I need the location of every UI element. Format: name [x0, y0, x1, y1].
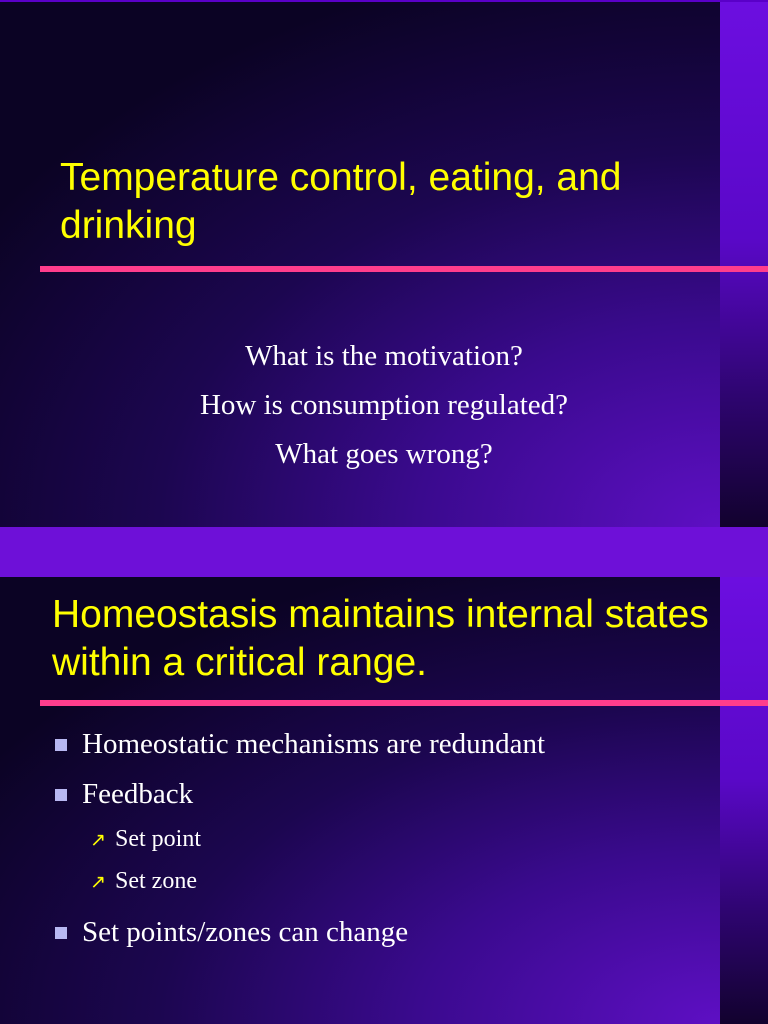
arrow-up-right-icon: ↗	[90, 871, 106, 893]
square-bullet-icon	[55, 927, 67, 939]
bullet-item	[52, 772, 545, 822]
square-bullet-icon	[55, 789, 67, 801]
sub-bullet-text: Set point	[115, 826, 202, 852]
title-rule	[40, 700, 768, 706]
question-item: What goes wrong?	[275, 438, 493, 470]
question-item: What is the motivation?	[245, 340, 523, 372]
bullet-item	[52, 722, 545, 772]
bullet-text: Feedback	[82, 778, 194, 810]
sub-bullet-text: Set zone	[115, 868, 197, 894]
bullet-item	[52, 910, 545, 960]
arrow-up-right-icon: ↗	[90, 829, 106, 851]
slide-title: Homeostasis maintains internal states within a critical range.	[52, 593, 709, 684]
bullet-text: Homeostatic mechanisms are redundant	[82, 728, 546, 760]
slide-separator	[0, 527, 768, 577]
sub-bullet-item	[52, 822, 545, 864]
sub-bullet-item	[52, 864, 545, 906]
slide-1	[0, 2, 768, 527]
question-list	[0, 332, 768, 479]
bullet-text: Set points/zones can change	[82, 916, 409, 948]
question-item: How is consumption regulated?	[199, 389, 569, 421]
slide-title: Temperature control, eating, and drinking	[60, 156, 622, 247]
square-bullet-icon	[55, 739, 67, 751]
title-rule	[40, 266, 768, 272]
slide-2	[0, 577, 768, 1024]
bullet-list	[52, 722, 545, 960]
